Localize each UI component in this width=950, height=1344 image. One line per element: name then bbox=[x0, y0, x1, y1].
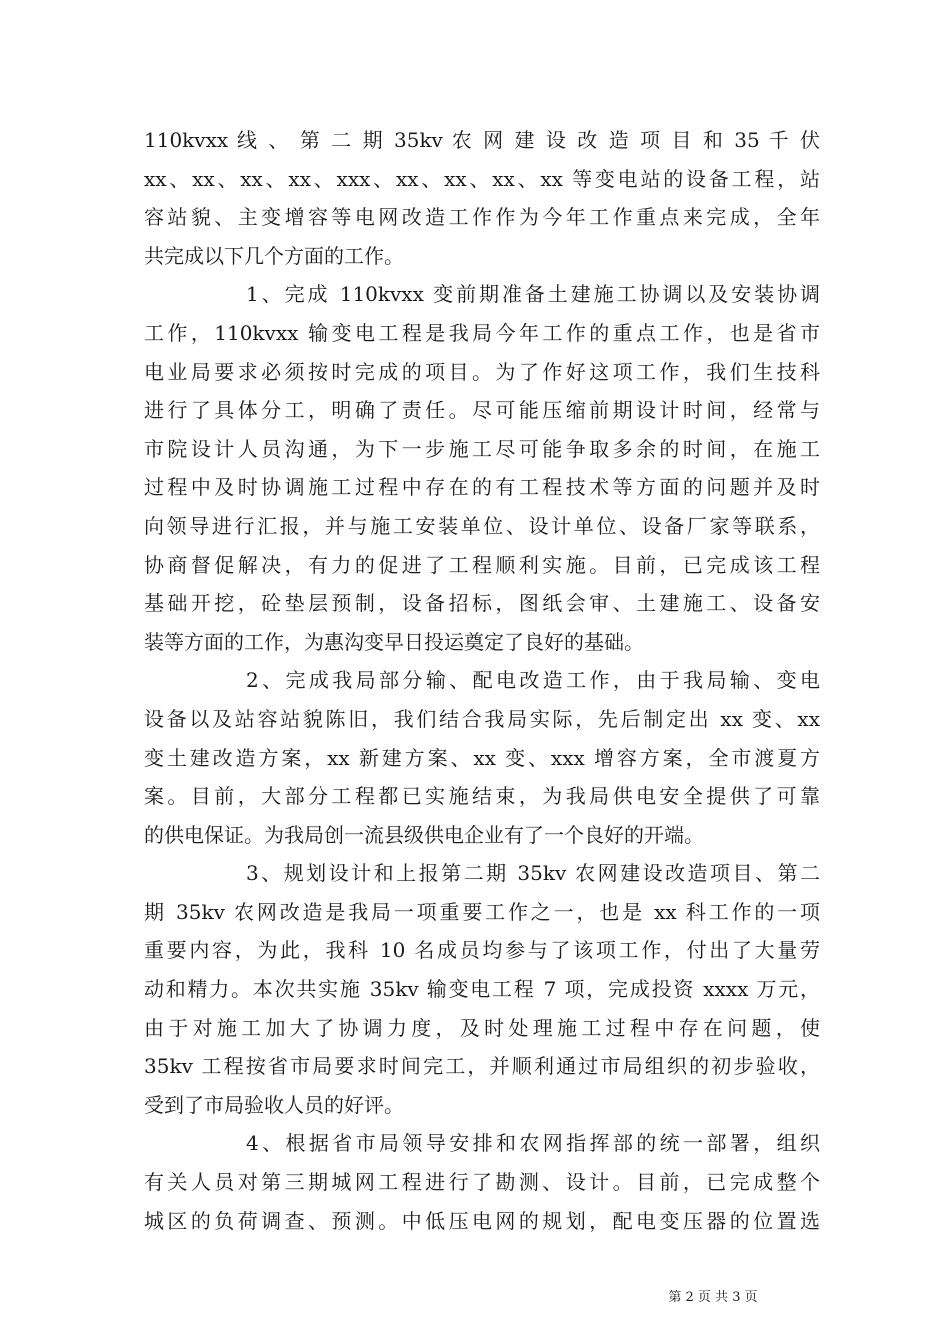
text-line: 重要内容，为此，我科 10 名成员均参与了该项工作，付出了大量劳 bbox=[144, 938, 820, 963]
paragraph-first-line: 2、完成我局部分输、配电改造工作，由于我局输、变电 bbox=[246, 668, 820, 693]
text-line: 35kv 工程按省市局要求时间完工，并顺利通过市局组织的初步验收， bbox=[144, 1054, 820, 1079]
paragraph-first-line: 4、根据省市局领导安排和农网指挥部的统一部署，组织 bbox=[246, 1131, 820, 1156]
text-line: xx、xx、xx、xx、xxx、xx、xx、xx、xx 等变电站的设备工程，站 bbox=[144, 166, 820, 191]
text-line: 市院设计人员沟通，为下一步施工尽可能争取多余的时间，在施工 bbox=[144, 436, 820, 461]
text-line: 受到了市局验收人员的好评。 bbox=[144, 1092, 404, 1117]
text-line: 过程中及时协调施工过程中存在的有工程技术等方面的问题并及时 bbox=[144, 475, 820, 500]
text-line: 有关人员对第三期城网工程进行了勘测、设计。目前，已完成整个 bbox=[144, 1170, 820, 1195]
text-line: 由于对施工加大了协调力度，及时处理施工过程中存在问题，使 bbox=[144, 1015, 820, 1040]
paragraph-first-line: 3、规划设计和上报第二期 35kv 农网建设改造项目、第二 bbox=[246, 861, 820, 886]
paragraph-first-line: 1、完成 110kvxx 变前期准备土建施工协调以及安装协调 bbox=[246, 282, 820, 307]
document-body bbox=[144, 121, 820, 1240]
text-line: 110kvxx 线 、 第 二 期 35kv 农 网 建 设 改 造 项 目 和 35 千 伏 bbox=[144, 128, 820, 152]
text-line: 工作，110kvxx 输变电工程是我局今年工作的重点工作，也是省市 bbox=[144, 320, 820, 345]
text-line: 协商督促解决，有力的促进了工程顺利实施。目前，已完成该工程 bbox=[144, 552, 820, 577]
text-line: 设备以及站容站貌陈旧，我们结合我局实际，先后制定出 xx 变、xx bbox=[144, 706, 820, 731]
page-footer bbox=[0, 1286, 950, 1305]
text-line: 城区的负荷调查、预测。中低压电网的规划，配电变压器的位置选 bbox=[144, 1208, 820, 1233]
text-line: 共完成以下几个方面的工作。 bbox=[144, 243, 404, 268]
text-line: 进行了具体分工，明确了责任。尽可能压缩前期设计时间，经常与 bbox=[144, 398, 820, 423]
text-line: 装等方面的工作，为惠沟变早日投运奠定了良好的基础。 bbox=[144, 629, 644, 654]
text-line: 的供电保证。为我局创一流县级供电企业有了一个良好的开端。 bbox=[144, 822, 704, 847]
text-line: 动和精力。本次共实施 35kv 输变电工程 7 项，完成投资 xxxx 万元， bbox=[144, 977, 820, 1002]
text-line: 容站貌、主变增容等电网改造工作作为今年工作重点来完成，全年 bbox=[144, 205, 820, 230]
text-line: 期 35kv 农网改造是我局一项重要工作之一，也是 xx 科工作的一项 bbox=[144, 899, 820, 924]
text-line: 变土建改造方案，xx 新建方案、xx 变、xxx 增容方案，全市渡夏方 bbox=[144, 745, 820, 770]
text-line: 向领导进行汇报，并与施工安装单位、设计单位、设备厂家等联系， bbox=[144, 513, 820, 538]
text-line: 电业局要求必须按时完成的项目。为了作好这项工作，我们生技科 bbox=[144, 359, 820, 384]
text-line: 案。目前，大部分工程都已实施结束，为我局供电安全提供了可靠 bbox=[144, 784, 820, 809]
page-number-label: 第 2 页 共 3 页 bbox=[668, 1290, 758, 1305]
text-line: 基础开挖，砼垫层预制，设备招标，图纸会审、土建施工、设备安 bbox=[144, 591, 820, 616]
